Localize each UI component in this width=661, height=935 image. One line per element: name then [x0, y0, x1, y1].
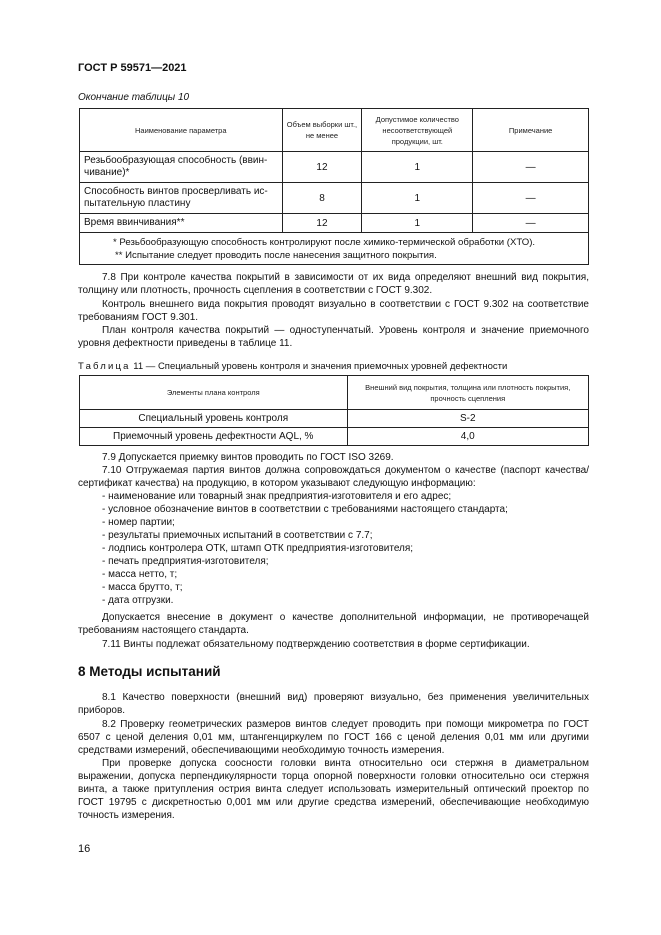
allowed-count: 1 [362, 183, 473, 214]
paragraph-7-11: 7.11 Винты подлежат обязательному подтверждению соответствия в форме сертификации. [102, 639, 530, 650]
table-footnotes [80, 233, 589, 265]
list-item: - условное обозначение винтов в соответствии с требованиями настоящего стандарта; [102, 504, 508, 515]
plan-element: Специальный уровень контроля [80, 410, 348, 428]
list-item: - печать предприятия-изготовителя; [102, 556, 269, 567]
list-item: - масса нетто, т; [102, 569, 178, 580]
table-row [80, 214, 589, 233]
table-row [80, 183, 589, 214]
param-name: Время ввинчивания** [80, 214, 283, 233]
table11-caption-prefix: Таблица [78, 361, 131, 372]
info-list [78, 490, 589, 607]
column-header: Элементы плана контроля [80, 376, 348, 410]
param-name: Резьбообразующая способность (ввин-чивание)* [80, 152, 283, 183]
paragraph-7-8: 7.8 При контроле качества покрытий в зависимости от их вида определяют внешний вид покрытия, толщину или плотность, прочность сцепления в соответствии с ГОСТ 9.302. [78, 272, 589, 296]
footnote-1: * Резьбообразующую способность контролируют после химико-термической обработки (ХТО). [113, 237, 536, 248]
page-number: 16 [78, 843, 91, 855]
paragraph-7-8-c: План контроля качества покрытий — одноступенчатый. Уровень контроля и значение приемочного уровня дефектности приведены в таблице 11. [78, 325, 589, 349]
sample-size: 12 [282, 152, 362, 183]
table11-caption-text: 11 — Специальный уровень контроля и значения приемочных уровней дефектности [133, 361, 508, 372]
document-header: ГОСТ Р 59571—2021 [78, 62, 187, 74]
footnote-2: ** Испытание следует проводить после нанесения защитного покрытия. [115, 250, 437, 261]
plan-value: S-2 [347, 410, 589, 428]
column-header: Примечание [473, 109, 589, 152]
table11-caption [78, 361, 507, 372]
paragraph-7-10: 7.10 Отгружаемая партия винтов должна сопровождаться документом о качестве (паспорт качества/сертификат качества) на продукцию, в котором указывают следующую информацию: [78, 465, 589, 489]
allowed-count: 1 [362, 152, 473, 183]
plan-element: Приемочный уровень дефектности AQL, % [80, 428, 348, 446]
table-header-row [80, 109, 589, 152]
column-header: Внешний вид покрытия, толщина или плотность покрытия, прочность сцепления [347, 376, 589, 410]
paragraph-8-2: 8.2 Проверку геометрических размеров винтов следует проводить при помощи микрометра по ГОСТ 6507 с ценой деления 0,01 мм, штангенциркулем по ГОСТ 166 с ценой деления 0,01 мм или другими средствами измерений, обеспечивающими необходимую точность измерения. [78, 719, 589, 756]
note-cell: — [473, 152, 589, 183]
list-item: - номер партии; [102, 517, 175, 528]
list-item: - наименование или товарный знак предприятия-изготовителя и его адрес; [102, 491, 452, 502]
footnote-cell [80, 233, 589, 265]
list-item: - масса брутто, т; [102, 582, 183, 593]
paragraph-8-1: 8.1 Качество поверхности (внешний вид) проверяют визуально, без применения увеличительных приборов. [78, 692, 589, 716]
param-name: Способность винтов просверливать ис-пытательную пластину [80, 183, 283, 214]
table-11 [79, 375, 589, 446]
paragraph-7-8-b: Контроль внешнего вида покрытия проводят визуально в соответствии с ГОСТ 9.302 на соответствие требованиям ГОСТ 9.301. [78, 299, 589, 323]
paragraph-8-2-b: При проверке допуска соосности головки винта относительно оси стержня в диаметральном выражении, допуска перпендикулярности торца опорной поверхности головки относительно оси стержня винта, а также притупления острия винта следует использовать измерительный оптический проектор по ГОСТ 19795 с дискретностью 0,001 мм или другие средства измерений, обеспечивающие необходимую точность измерения. [78, 758, 589, 821]
note-cell: — [473, 214, 589, 233]
paragraph-7-9: 7.9 Допускается приемку винтов проводить по ГОСТ ISO 3269. [102, 452, 394, 463]
paragraph-7-10-after: Допускается внесение в документ о качестве дополнительной информации, не противоречащей требованиям настоящего стандарта. [78, 612, 589, 636]
list-item: - результаты приемочных испытаний в соответствии с 7.7; [102, 530, 373, 541]
sample-size: 12 [282, 214, 362, 233]
section-8-title: 8 Методы испытаний [78, 664, 221, 679]
table-row [80, 152, 589, 183]
table-row [80, 428, 589, 446]
table-header-row [80, 376, 589, 410]
column-header: Наименование параметра [80, 109, 283, 152]
list-item: - лодпись контролера ОТК, штамп ОТК предприятия-изготовителя; [102, 543, 414, 554]
column-header: Объем выборки шт., не менее [282, 109, 362, 152]
column-header: Допустимое количество несоответствующей продукции, шт. [362, 109, 473, 152]
sample-size: 8 [282, 183, 362, 214]
table-10 [79, 108, 589, 265]
note-cell: — [473, 183, 589, 214]
plan-value: 4,0 [347, 428, 589, 446]
table-row [80, 410, 589, 428]
allowed-count: 1 [362, 214, 473, 233]
list-item: - дата отгрузки. [102, 595, 174, 606]
table10-caption: Окончание таблицы 10 [78, 92, 190, 103]
